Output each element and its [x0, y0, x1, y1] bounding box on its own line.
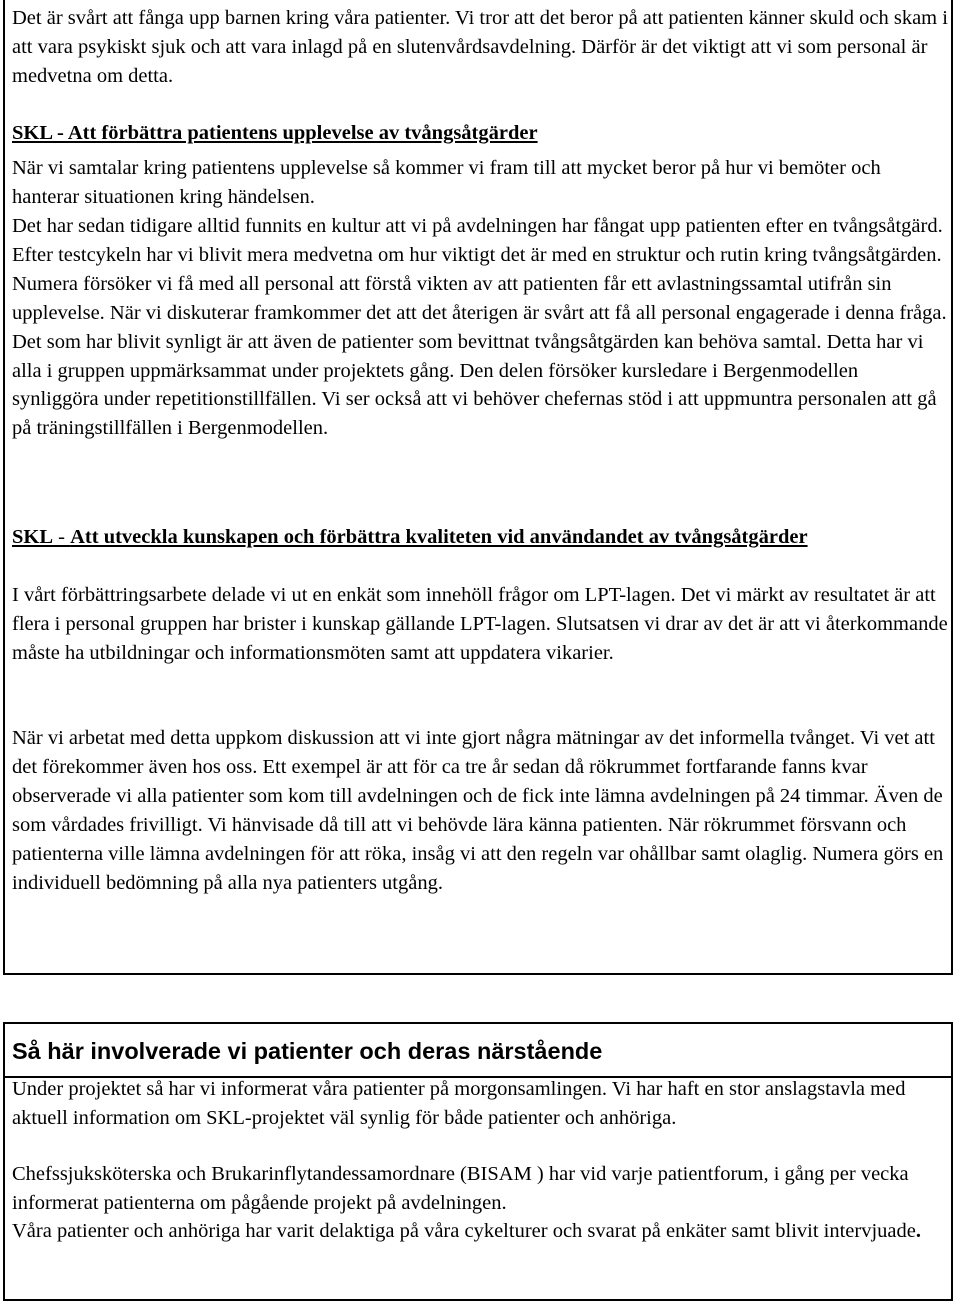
heading-part-skl: SKL [12, 526, 54, 548]
paragraph-involvement-3 [12, 1217, 948, 1246]
paragraph-involvement-1: Under projektet så har vi informerat våra patienter på morgonsamlingen. Vi har haft en stor anslagstavla med aktuell information om SKL-projektet väl synlig för både patienter och anhöriga. [12, 1078, 906, 1129]
section-heading-patient-experience: SKL - Att förbättra patientens upplevelse av tvångsåtgärder [12, 122, 538, 144]
section-heading-involvement: Så här involverade vi patienter och deras närstående [12, 1038, 603, 1064]
heading-separator: - [53, 526, 71, 548]
paragraph-patient-experience-2: Det har sedan tidigare alltid funnits en kultur att vi på avdelningen har fångat upp patienten efter en tvångsåtgärd. Efter testcykeln har vi blivit mera medvetna om hur viktigt det är med en struktur och rutin kring tvångsåtgärden. Numera försöker vi få med all personal att förstå vikten av att patienten får ett avlastningssamtal utifrån sin upplevelse. När vi diskuterar framkommer det att det återigen är svårt att få all personal engagerade i denna fråga. Det som har blivit synligt är att även de patienter som bevittnat tvångsåtgärden kan behöva samtal. Detta har vi alla i gruppen uppmärksammat under projektets gång. Den delen försöker kursledare i Bergenmodellen synliggöra under repetitionstillfällen. Vi ser också att vi behöver chefernas stöd i att uppmuntra personalen att gå på träningstillfällen i Bergenmodellen. [12, 215, 947, 440]
heading-part-title: Att utveckla kunskapen och förbättra kvaliteten vid användandet av tvångsåtgärder [70, 526, 808, 548]
intro-paragraph: Det är svårt att fånga upp barnen kring våra patienter. Vi tror att det beror på att patienten känner skuld och skam i att vara psykiskt sjuk och att vara inlagd på en slutenvårdsavdelning. Därför är det viktigt att vi som personal är medvetna om detta. [12, 7, 948, 87]
paragraph-patient-experience-1: När vi samtalar kring patientens upplevelse så kommer vi fram till att mycket beror på hur vi bemöter och hanterar situationen kring händelsen. [12, 157, 881, 208]
paragraph-knowledge-2: När vi arbetat med detta uppkom diskussion att vi inte gjort några mätningar av det informella tvånget. Vi vet att det förekommer även hos oss. Ett exempel är att för ca tre år sedan då rökrummet fortfarande fanns kvar observerade vi alla patienter som kom till avdelningen och de fick inte lämna avdelningen på 24 timmar. Även de som vårdades frivilligt. Vi hänvisade då till att vi behövde lära känna patienten. När rökrummet försvann och patienterna ville lämna avdelningen för att röka, insåg vi att den regeln var ohållbar samt olaglig. Numera görs en individuell bedömning på alla nya patienters utgång. [12, 727, 944, 894]
paragraph-involvement-3-text: Våra patienter och anhöriga har varit delaktiga på våra cykelturer och svarat på enkäter samt blivit intervjuade [12, 1220, 916, 1242]
paragraph-knowledge-1: I vårt förbättringsarbete delade vi ut en enkät som innehöll frågor om LPT-lagen. Det vi märkt av resultatet är att flera i personal gruppen har brister i kunskap gällande LPT-lagen. Slutsatsen vi drar av det är att vi återkommande måste ha utbildningar och informationsmöten samt att uppdatera vikarier. [12, 584, 948, 664]
paragraph-involvement-3-period: . [915, 1220, 921, 1242]
section-heading-knowledge-quality [12, 523, 948, 552]
paragraph-involvement-2: Chefssjuksköterska och Brukarinflytandessamordnare (BISAM ) har vid varje patientforum, i gång per vecka informerat patienterna om pågående projekt på avdelningen. [12, 1163, 909, 1214]
